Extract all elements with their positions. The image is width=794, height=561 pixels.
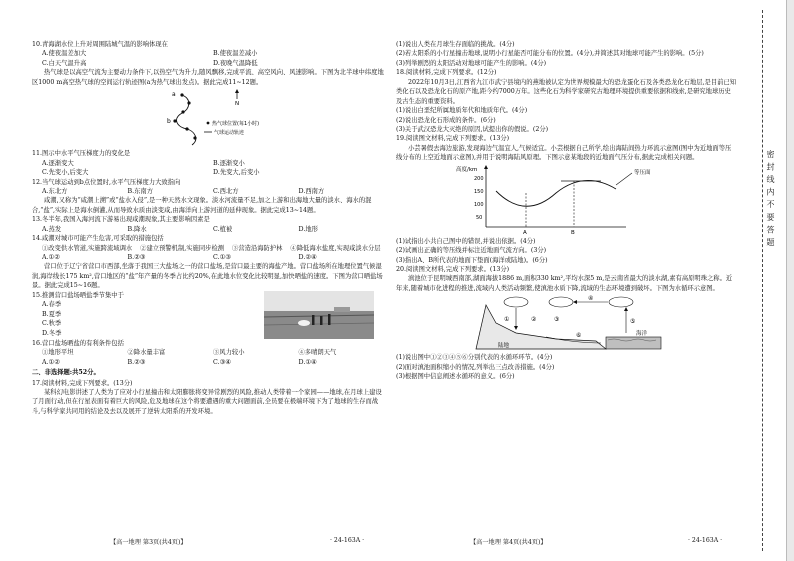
q15-options (32, 300, 264, 338)
q15-block (32, 291, 384, 339)
q11-options (32, 159, 384, 178)
q12-option-d: D.西南方 (298, 187, 325, 195)
q14-item-2: ②建立预警机制,实施同步检测 (140, 244, 225, 252)
q12-option-a: A.东北方 (42, 187, 68, 195)
q18-stem: 18.阅读材料,完成下列要求。(12分) (396, 69, 497, 77)
q17-sub-2: (2)若太阳系的小行星撞击地球,说明小行星能否可能分布的位置。(4分),并简述其对地球可能产生的影响。(5分) (396, 50, 704, 58)
q16-item-1: ①地形平坦 (42, 349, 74, 357)
isobar-ylabel: 高度/km (456, 166, 478, 173)
q16-stem: 16.营口盐场晒盐的有利条件包括 (32, 339, 124, 347)
q18-sub-3: (3)关于武汉恐龙大灭绝的原因,试提出你的假说。(2分) (396, 125, 549, 133)
step-2: ② (531, 316, 537, 324)
q19-material: 小芸暑假去海边旅游,发现海边气温宜人,气候适宜。小芸根据自己所学,绘出海陆间热力环流示意图(图中为近地面等压线分布的上空近地面示意图),并用于说明海陆风原理。下图示意某地段的近地面气压分布,据此完成相关问题。 (396, 144, 732, 162)
step-3: ③ (554, 316, 560, 324)
q10-options (32, 49, 384, 68)
q13-stem: 13.冬半年,我国入海河流下游易出现咸潮现象,其主要影响因素是 (32, 216, 210, 224)
q12-option-b: B.东南方 (127, 187, 154, 195)
q14-option-b: B.②③ (127, 254, 146, 261)
q12-option-c: C.西北方 (213, 187, 239, 195)
tick-100: 100 (474, 201, 484, 208)
q15-stem: 15.推测营口盐场晒盐季节集中于 (32, 291, 124, 299)
q11-option-b: B.逐渐变小 (213, 159, 245, 167)
water-cycle-figure (396, 293, 736, 353)
north-label: N (235, 101, 240, 108)
sea-label: 海洋 (636, 331, 648, 338)
q10-option-a: A.使夜温差加大 (42, 50, 87, 58)
land-label: 陆地 (498, 343, 510, 350)
q16-option-a: A.①② (42, 358, 60, 366)
q11-option-a: A.逐渐变大 (42, 159, 74, 167)
step-4: ④ (588, 295, 594, 303)
right-footer-page: 第4页(共4页)】 (502, 539, 547, 546)
q14-items (32, 244, 384, 253)
q20-stem: 20.阅读图文材料,完成下列要求。(13分) (396, 266, 510, 273)
q13-option-a: A.蒸发 (42, 225, 62, 233)
q16-item-2: ②降水量丰富 (127, 349, 166, 357)
q20-sub-3: (3)根据图中信息阐述水循环的意义。(6分) (396, 373, 515, 381)
point-B-label: B (571, 229, 575, 236)
point-b-label: b (167, 118, 171, 126)
q13-option-c: C.植被 (213, 225, 233, 233)
tick-150: 150 (474, 188, 484, 195)
q17-stem: 17.阅读材料,完成下列要求。(13分) (32, 379, 133, 387)
q17-sub-3: (3)列举剧烈的太阳活动对地球可能产生的影响。(4分) (396, 59, 547, 67)
q19-stem: 19.阅读图文材料,完成下列要求。(13分) (396, 135, 510, 143)
q11-option-c: C.先变小,后变大 (42, 169, 89, 177)
q18-sub-1: (1)说出白垩纪所属地质年代和地质年代。(4分) (396, 107, 528, 115)
left-footer-title: 【高一地理 (110, 539, 141, 546)
q19-sub-1: (1)试指出小共自己图中的错误,并说出依据。(4分) (396, 237, 536, 245)
q20-sub-2: (2)面对滇池面积缩小的情况,列举出三点改善措施。(4分) (396, 363, 555, 371)
step-6: ⑥ (576, 332, 582, 340)
intro-15-16: 营口位于辽宁省营口市西部,坐落于我国三大盐场之一的营口盐场,是营口最主要的海盐产地。营口盐场所在地理位置气候湿润,海岸线长175 km²,营口地区的“盐”年产量的冬季占比约20%,在此地水位变化比较明显,加快晒盐的速度。下图为营口晒盐场景。据此完成15~16题。 (32, 263, 383, 290)
salt-field-photo (264, 291, 374, 339)
section-two-heading: 二、非选择题:共52分。 (32, 369, 100, 377)
legend-trajectory: 气球运动轨迹 (214, 130, 245, 137)
point-A-label: A (523, 229, 527, 236)
q14-option-d: D.②④ (298, 254, 317, 261)
left-footer-page: 第3页(共4页)】 (142, 539, 187, 546)
q16-options (32, 358, 384, 367)
step-1: ① (504, 316, 510, 324)
isobar-svg (396, 163, 736, 237)
q14-option-c: C.①③ (213, 254, 231, 261)
q16-items (32, 348, 384, 357)
balloon-trajectory-figure (32, 87, 384, 149)
q14-option-a: A.①② (42, 254, 60, 261)
right-footer (470, 537, 547, 546)
binding-margin (742, 0, 794, 561)
step-5: ⑤ (630, 318, 636, 326)
q15-option-a: A.春季 (42, 301, 62, 309)
q14-item-4: ④降低海水盐度,实现咸淡水分层 (290, 244, 381, 252)
left-footer (110, 537, 187, 546)
q13-option-b: B.降水 (127, 225, 147, 233)
q12-stem: 12.当气球运动到b点位置时,水平气压梯度力大致指向 (32, 178, 181, 186)
q10-option-b: B.使夜温差减小 (213, 50, 258, 58)
intro-13-14: 咸潮,又称为“咸潮上溯”或“盐水入侵”,是一种天然水文现象。淡水河流量不足,加之上游和出海地大量的淡水、海水的混合,“盐”,实际上是海水倒灌,从而导致水质由淡变咸,由海洋向上游河道的延伸现象。据此完成13~14题。 (32, 197, 372, 214)
q14-stem: 14.咸潮对城市可能产生危害,可采取的措施包括 (32, 235, 164, 243)
q14-options (32, 253, 384, 262)
q19-sub-2: (2)试画出正确的等压线并标注近地面气流方向。(3分) (396, 247, 547, 255)
q16-item-3: ③风力较小 (213, 349, 245, 357)
isobar-figure (396, 163, 736, 237)
legend-position: 热气球位置(每1小时) (212, 121, 260, 128)
right-page (396, 40, 736, 382)
tick-200: 200 (474, 175, 484, 182)
q12-options (32, 187, 384, 196)
q14-item-1: ①改变供水管道,实施跨流域调水 (42, 244, 133, 252)
q15-option-c: C.秋季 (42, 320, 62, 328)
q18-material: 2022年10月3日,江西省九江市武宁县境内的燕地被认定为世界规模最大的恐龙蛋化石及各类恐龙化石地层,是目前已知类化石以及恐龙化石的原产地,距今约7000万年。这些化石为科学家研究古地理环境提供重要依据和线索,是研究地球历史及古生态的重要资料。 (396, 78, 737, 105)
q13-options (32, 225, 384, 234)
intro-11-12: 热气球是以高空气流为主要动力条件下,以热空气为升力,随风飘移,完成平流、高空风向、风速影响。下图为北半球中纬度地区1000 m高空热气球的空间运行轨迹图(a为热气球出发点)。据此完成11~12题。 (32, 69, 384, 86)
q17-material: 某科幻电影讲述了人类为了应对小行星撞击和太阳膨胀将变异常剧烈的风险,推动人类带着一个家园——地球,在月球上建设了月面行动,但在行星表面有着巨大的风险,危及地球在这个将要遭遇的重大问题面前,全员要在极端环境下为了地球的生存而战斗,与科学家共同用的结论及去以及展开了逆转太阳系的开发环境。 (32, 388, 382, 415)
q11-stem: 11.图示中水平气压梯度力的变化是 (32, 150, 131, 158)
q13-option-d: D.地形 (298, 225, 318, 233)
isobar-label: 等压面 (634, 169, 651, 176)
q16-option-c: C.③④ (213, 358, 231, 366)
q16-option-d: D.①④ (298, 358, 317, 366)
q16-item-4: ④多晴朗天气 (298, 349, 337, 357)
tick-50: 50 (476, 214, 483, 221)
seal-text: 密 封 线 内 不 要 答 题 (766, 150, 775, 247)
binding-edge (786, 0, 794, 561)
q11-option-d: D.先变大,后变小 (213, 169, 260, 177)
left-page (32, 40, 384, 416)
q10-option-d: D.夜晚气温降低 (213, 59, 258, 67)
right-footer-code: · 24-163A · (688, 537, 723, 544)
left-footer-code: · 24-163A · (330, 537, 365, 544)
q10-option-c: C.白天气温升高 (42, 59, 87, 67)
right-footer-title: 【高一地理 (470, 539, 501, 546)
q16-option-b: B.②③ (127, 358, 146, 366)
seal-dashed-line (762, 10, 763, 551)
water-cycle-svg (396, 293, 736, 353)
q18-sub-2: (2)说出恐龙化石形成的条件。(6分) (396, 116, 496, 124)
q15-option-d: D.冬季 (42, 329, 62, 337)
q19-sub-3: (3)指出A、B所代表的地面下垫面(海洋或陆地)。(6分) (396, 256, 548, 264)
q14-item-3: ③营造沿海防护林 (232, 244, 283, 252)
q20-material: 滇池位于昆明城西南部,湖面海拔1886 m,面积330 km²,平均水深5 m,是云南省最大的淡水湖,素有高原明珠之称。近年来,随着城市化进程的推进,流域内人类活动频繁,使滇池水质下降,流域的生态环境遭到破坏。下图为水循环示意图。 (396, 275, 733, 292)
q20-sub-1: (1)说出图中①②③④⑤⑥分别代表的水循环环节。(4分) (396, 354, 553, 362)
q17-sub-1: (1)说出人类在月球生存面临的挑战。(4分) (396, 41, 515, 48)
q15-option-b: B.夏季 (42, 310, 62, 318)
q10-stem: 10.青海湖水位上升对周围陆城气温的影响体现在 (32, 41, 168, 48)
balloon-trajectory-svg (32, 87, 384, 149)
point-a-label: a (172, 91, 176, 99)
